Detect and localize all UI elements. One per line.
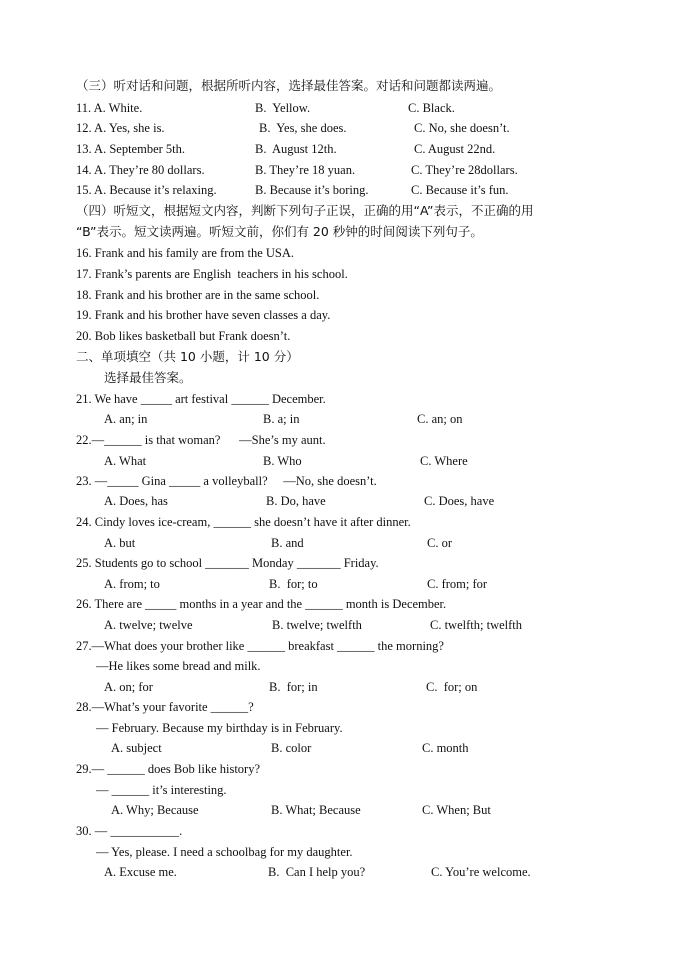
- question-26: [0, 594, 688, 614]
- part4-instruction-line-1: [0, 201, 688, 221]
- q12-option-c: C. No, she doesn’t.: [414, 121, 510, 135]
- q23-option-a: A. Does, has: [104, 494, 168, 508]
- q21-option-b: B. a; in: [263, 412, 300, 426]
- part4-instruction-1: （四）听短文，根据短文内容，判断下列句子正误，正确的用“A”表示，不正确的用: [76, 203, 534, 218]
- q29-option-b: B. What; Because: [271, 803, 361, 817]
- q26-stem: 26. There are _____ months in a year and the ______ month is December.: [76, 597, 447, 611]
- q29-stem: 29.— ______ does Bob like history?: [76, 762, 261, 776]
- q29-option-c: C. When; But: [422, 803, 491, 817]
- q22-option-c: C. Where: [420, 454, 468, 468]
- question-13: [0, 139, 688, 159]
- q15-option-b: B. Because it’s boring.: [255, 183, 369, 197]
- question-25: [0, 553, 688, 573]
- statement-18: [0, 285, 688, 305]
- question-22: [0, 430, 688, 450]
- q27-option-b: B. for; in: [269, 680, 318, 694]
- statement-text: 20. Bob likes basketball but Frank doesn’t.: [76, 329, 291, 343]
- q27-option-c: C. for; on: [426, 680, 478, 694]
- q25-options: [0, 574, 688, 594]
- q23-options: [0, 491, 688, 511]
- q26-option-a: A. twelve; twelve: [104, 618, 193, 632]
- section2-sub: 选择最佳答案。: [104, 370, 192, 385]
- statement-19: [0, 305, 688, 325]
- question-27: [0, 636, 688, 656]
- q25-stem: 25. Students go to school _______ Monday _______ Friday.: [76, 556, 379, 570]
- q11-option-b: B. Yellow.: [255, 101, 311, 115]
- q25-option-b: B. for; to: [269, 577, 318, 591]
- q24-option-c: C. or: [427, 536, 452, 550]
- q22-option-a: A. What: [104, 454, 147, 468]
- q25-option-a: A. from; to: [104, 577, 160, 591]
- q24-options: [0, 533, 688, 553]
- q30-option-c: C. You’re welcome.: [431, 865, 531, 879]
- q28-option-a: A. subject: [111, 741, 162, 755]
- q14-option-b: B. They’re 18 yuan.: [255, 163, 356, 177]
- statement-text: 18. Frank and his brother are in the same school.: [76, 288, 320, 302]
- q30-options: [0, 862, 688, 882]
- question-30: [0, 821, 688, 841]
- q24-option-a: A. but: [104, 536, 136, 550]
- section2-heading: 二、单项填空（共 10 小题，计 10 分）: [76, 349, 299, 364]
- q11-option-a: 11. A. White.: [76, 101, 143, 115]
- q12-option-b: B. Yes, she does.: [259, 121, 347, 135]
- q29-stem-2: — ______ it’s interesting.: [96, 783, 227, 797]
- q15-option-c: C. Because it’s fun.: [411, 183, 509, 197]
- q22-options: [0, 451, 688, 471]
- q30-stem: 30. — ___________.: [76, 824, 183, 838]
- q30-option-b: B. Can I help you?: [268, 865, 366, 879]
- q24-option-b: B. and: [271, 536, 304, 550]
- q14-option-a: 14. A. They’re 80 dollars.: [76, 163, 205, 177]
- question-24: [0, 512, 688, 532]
- q27-option-a: A. on; for: [104, 680, 153, 694]
- question-21: [0, 389, 688, 409]
- q13-option-c: C. August 22nd.: [414, 142, 496, 156]
- question-23: [0, 471, 688, 491]
- q22-stem: 22.—______ is that woman? —She’s my aunt.: [76, 433, 326, 447]
- q30-option-a: A. Excuse me.: [104, 865, 177, 879]
- q29-option-a: A. Why; Because: [111, 803, 199, 817]
- statement-20: [0, 326, 688, 346]
- q13-option-a: 13. A. September 5th.: [76, 142, 186, 156]
- q14-option-c: C. They’re 28dollars.: [411, 163, 518, 177]
- q11-option-c: C. Black.: [408, 101, 455, 115]
- q21-option-a: A. an; in: [104, 412, 148, 426]
- q26-option-b: B. twelve; twelfth: [272, 618, 362, 632]
- statement-text: 19. Frank and his brother have seven classes a day.: [76, 308, 331, 322]
- q21-stem: 21. We have _____ art festival ______ December.: [76, 392, 326, 406]
- q28-stem-2: — February. Because my birthday is in February.: [96, 721, 343, 735]
- q23-stem: 23. —_____ Gina _____ a volleyball? —No, she doesn’t.: [76, 474, 377, 488]
- q28-options: [0, 738, 688, 758]
- q30-stem-2: — Yes, please. I need a schoolbag for my daughter.: [96, 845, 353, 859]
- statement-text: 16. Frank and his family are from the USA.: [76, 246, 295, 260]
- question-15: [0, 180, 688, 200]
- q22-option-b: B. Who: [263, 454, 302, 468]
- q23-option-b: B. Do, have: [266, 494, 326, 508]
- section2-sub-line: [0, 368, 688, 388]
- statement-text: 17. Frank’s parents are English teachers in his school.: [76, 267, 348, 281]
- part3-instruction-line: [0, 76, 688, 96]
- question-12: [0, 118, 688, 138]
- question-28: [0, 697, 688, 717]
- question-29: [0, 759, 688, 779]
- q24-stem: 24. Cindy loves ice-cream, ______ she doesn’t have it after dinner.: [76, 515, 411, 529]
- q28-option-c: C. month: [422, 741, 469, 755]
- question-14: [0, 160, 688, 180]
- statement-17: [0, 264, 688, 284]
- q27-options: [0, 677, 688, 697]
- part4-instruction-line-2: [0, 222, 688, 242]
- part3-instruction: （三）听对话和问题，根据所听内容，选择最佳答案。对话和问题都读两遍。: [76, 78, 502, 93]
- q25-option-c: C. from; for: [427, 577, 488, 591]
- q28-option-b: B. color: [271, 741, 312, 755]
- statement-16: [0, 243, 688, 263]
- q21-option-c: C. an; on: [417, 412, 463, 426]
- q29-answer-line: [0, 780, 688, 800]
- q27-answer-line: [0, 656, 688, 676]
- q27-stem: 27.—What does your brother like ______ breakfast ______ the morning?: [76, 639, 444, 653]
- question-11: [0, 98, 688, 118]
- part4-instruction-2: “B”表示。短文读两遍。听短文前，你们有 20 秒钟的时间阅读下列句子。: [76, 224, 483, 239]
- q21-options: [0, 409, 688, 429]
- q13-option-b: B. August 12th.: [255, 142, 337, 156]
- q23-option-c: C. Does, have: [424, 494, 495, 508]
- q29-options: [0, 800, 688, 820]
- q28-answer-line: [0, 718, 688, 738]
- q26-options: [0, 615, 688, 635]
- q12-option-a: 12. A. Yes, she is.: [76, 121, 165, 135]
- q27-stem-2: —He likes some bread and milk.: [96, 659, 261, 673]
- q15-option-a: 15. A. Because it’s relaxing.: [76, 183, 217, 197]
- q28-stem: 28.—What’s your favorite ______?: [76, 700, 254, 714]
- q26-option-c: C. twelfth; twelfth: [430, 618, 522, 632]
- section2-heading-line: [0, 347, 688, 367]
- q30-answer-line: [0, 842, 688, 862]
